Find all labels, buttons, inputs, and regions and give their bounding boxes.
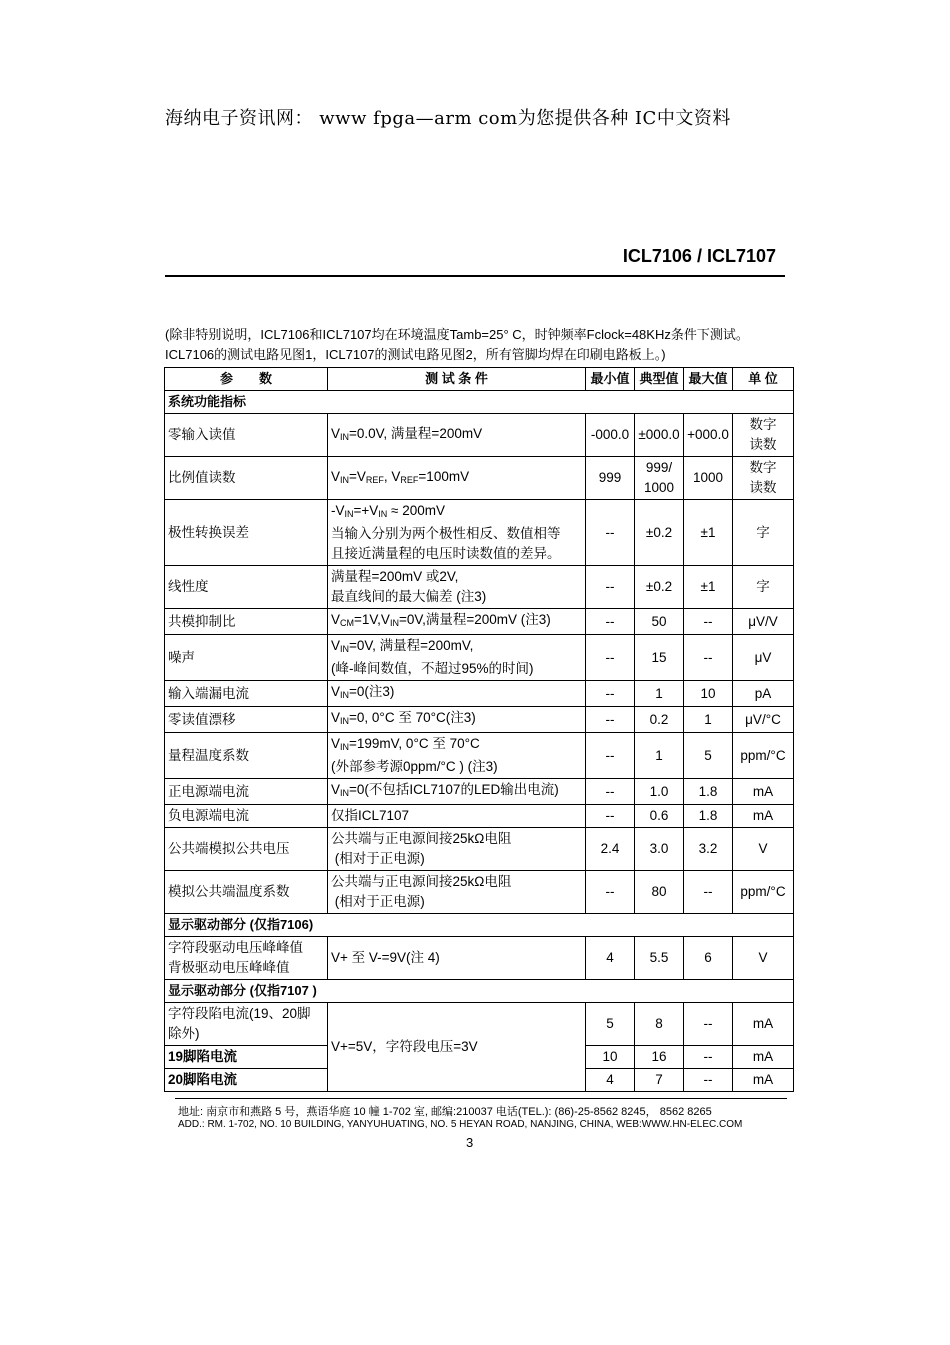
table-row xyxy=(165,707,794,733)
param-cell: 零读值漂移 xyxy=(165,707,328,733)
unit-cell: ppm/°C xyxy=(733,733,794,779)
unit-cell: 字 xyxy=(733,500,794,566)
table-row xyxy=(165,937,794,980)
param-cell: 字符段陷电流(19、20脚 除外) xyxy=(165,1003,328,1046)
min-cell: 4 xyxy=(586,937,635,980)
max-cell: 1 xyxy=(684,707,733,733)
param-cell: 输入端漏电流 xyxy=(165,681,328,707)
param-cell: 19脚陷电流 xyxy=(165,1046,328,1069)
min-cell: -- xyxy=(586,681,635,707)
condition-cell: $V_{CM}=1V,V_{IN}=0V$,满量程=200mV (注3) xyxy=(328,609,586,635)
condition-cell: $V_{IN}=0$(不包括ICL7107的LED输出电流) xyxy=(328,779,586,805)
condition-cell: $V_{IN}=0.0V$, 满量程=200mV xyxy=(328,414,586,457)
table-row xyxy=(165,635,794,681)
unit-cell: pA xyxy=(733,681,794,707)
table-row xyxy=(165,609,794,635)
condition-cell: $-V_{IN}=+V_{IN} \approx 200mV$ 当输入分别为两个极性相反、数值相等 且接近满量程的电压时读数值的差异。 xyxy=(328,500,586,566)
footer-address-en: ADD.: RM. 1-702, NO. 10 BUILDING, YANYUHUATING, NO. 5 HEYAN ROAD, NANJING, CHINA, WEB:WWW.HN-ELEC.COM xyxy=(178,1119,743,1130)
typ-cell: 0.2 xyxy=(635,707,684,733)
unit-cell: mA xyxy=(733,1046,794,1069)
min-cell: 10 xyxy=(586,1046,635,1069)
max-cell: 3.2 xyxy=(684,828,733,871)
min-cell: -- xyxy=(586,871,635,914)
section-title: 显示驱动部分 (仅指7107 ) xyxy=(165,980,794,1003)
section-title: 系统功能指标 xyxy=(165,391,794,414)
header-typ: 典型值 xyxy=(635,368,684,391)
typ-cell: 8 xyxy=(635,1003,684,1046)
max-cell: 1000 xyxy=(684,457,733,500)
header-condition: 测 试 条 件 xyxy=(328,368,586,391)
unit-cell: μV xyxy=(733,635,794,681)
param-cell: 极性转换误差 xyxy=(165,500,328,566)
max-cell: ±1 xyxy=(684,500,733,566)
min-cell: -- xyxy=(586,500,635,566)
unit-cell: mA xyxy=(733,1003,794,1046)
typ-cell: 0.6 xyxy=(635,805,684,828)
min-cell: -- xyxy=(586,805,635,828)
section-title: 显示驱动部分 (仅指7106) xyxy=(165,914,794,937)
max-cell: -- xyxy=(684,1046,733,1069)
typ-cell: 5.5 xyxy=(635,937,684,980)
typ-cell: 1 xyxy=(635,681,684,707)
unit-cell: mA xyxy=(733,1069,794,1092)
max-cell: -- xyxy=(684,1003,733,1046)
typ-cell: 999/ 1000 xyxy=(635,457,684,500)
unit-cell: mA xyxy=(733,779,794,805)
max-cell: -- xyxy=(684,1069,733,1092)
min-cell: 999 xyxy=(586,457,635,500)
max-cell: 1.8 xyxy=(684,805,733,828)
max-cell: 1.8 xyxy=(684,779,733,805)
max-cell: 6 xyxy=(684,937,733,980)
table-row xyxy=(165,681,794,707)
section-row xyxy=(165,391,794,414)
spec-table xyxy=(164,367,794,1092)
max-cell: -- xyxy=(684,871,733,914)
min-cell: -000.0 xyxy=(586,414,635,457)
min-cell: 4 xyxy=(586,1069,635,1092)
table-row xyxy=(165,1003,794,1046)
max-cell: +000.0 xyxy=(684,414,733,457)
document-title: ICL7106 / ICL7107 xyxy=(622,246,776,266)
typ-cell: 16 xyxy=(635,1046,684,1069)
min-cell: -- xyxy=(586,609,635,635)
typ-cell: ±0.2 xyxy=(635,500,684,566)
header-unit: 单 位 xyxy=(733,368,794,391)
section-row xyxy=(165,980,794,1003)
condition-cell: $V_{IN}=V_{REF}$, $V_{REF}=100mV$ xyxy=(328,457,586,500)
min-cell: -- xyxy=(586,566,635,609)
typ-cell: 15 xyxy=(635,635,684,681)
typ-cell: 50 xyxy=(635,609,684,635)
site-banner: 海纳电子资讯网： www fpga—arm com为您提供各种 IC中文资料 xyxy=(165,108,731,129)
table-row xyxy=(165,871,794,914)
typ-cell: 3.0 xyxy=(635,828,684,871)
param-cell: 量程温度系数 xyxy=(165,733,328,779)
table-row xyxy=(165,414,794,457)
min-cell: -- xyxy=(586,635,635,681)
max-cell: 5 xyxy=(684,733,733,779)
max-cell: 10 xyxy=(684,681,733,707)
max-cell: -- xyxy=(684,609,733,635)
typ-cell: 7 xyxy=(635,1069,684,1092)
header-param: 参 数 xyxy=(165,368,328,391)
max-cell: -- xyxy=(684,635,733,681)
table-row xyxy=(165,733,794,779)
param-cell: 共模抑制比 xyxy=(165,609,328,635)
min-cell: 2.4 xyxy=(586,828,635,871)
condition-cell: 仅指ICL7107 xyxy=(328,805,586,828)
table-row xyxy=(165,828,794,871)
unit-cell: ppm/°C xyxy=(733,871,794,914)
condition-cell: V+=5V，字符段电压=3V xyxy=(328,1003,586,1092)
table-row xyxy=(165,566,794,609)
max-cell: ±1 xyxy=(684,566,733,609)
footer-divider xyxy=(175,1098,787,1099)
condition-cell: V+ 至 V-=9V(注 4) xyxy=(328,937,586,980)
header-max: 最大值 xyxy=(684,368,733,391)
unit-cell: μV/V xyxy=(733,609,794,635)
typ-cell: 80 xyxy=(635,871,684,914)
condition-cell: $V_{IN}=0V$, 满量程=200mV, (峰-峰间数值，不超过95%的时间) xyxy=(328,635,586,681)
condition-cell: 公共端与正电源间接25kΩ电阻 (相对于正电源) xyxy=(328,828,586,871)
unit-cell: 字 xyxy=(733,566,794,609)
typ-cell: 1 xyxy=(635,733,684,779)
param-cell: 20脚陷电流 xyxy=(165,1069,328,1092)
table-row xyxy=(165,805,794,828)
footer-address-cn: 地址: 南京市和燕路 5 号，燕语华庭 10 幢 1-702 室, 邮编:210037 电话(TEL.): (86)-25-8562 8245， 8562 8265 xyxy=(178,1106,712,1118)
header-min: 最小值 xyxy=(586,368,635,391)
param-cell: 噪声 xyxy=(165,635,328,681)
table-row xyxy=(165,457,794,500)
unit-cell: 数字 读数 xyxy=(733,414,794,457)
condition-cell: $V_{IN}=0$, 0°C 至 70°C(注3) xyxy=(328,707,586,733)
unit-cell: V xyxy=(733,937,794,980)
unit-cell: 数字 读数 xyxy=(733,457,794,500)
typ-cell: ±0.2 xyxy=(635,566,684,609)
unit-cell: V xyxy=(733,828,794,871)
param-cell: 比例值读数 xyxy=(165,457,328,500)
unit-cell: μV/°C xyxy=(733,707,794,733)
min-cell: 5 xyxy=(586,1003,635,1046)
param-cell: 线性度 xyxy=(165,566,328,609)
section-row xyxy=(165,914,794,937)
min-cell: -- xyxy=(586,707,635,733)
condition-cell: $V_{IN}=0$(注3) xyxy=(328,681,586,707)
unit-cell: mA xyxy=(733,805,794,828)
typ-cell: 1.0 xyxy=(635,779,684,805)
min-cell: -- xyxy=(586,733,635,779)
title-divider xyxy=(165,275,785,277)
table-header-row xyxy=(165,368,794,391)
page-number: 3 xyxy=(466,1135,474,1150)
param-cell: 字符段驱动电压峰峰值 背极驱动电压峰峰值 xyxy=(165,937,328,980)
param-cell: 零输入读值 xyxy=(165,414,328,457)
condition-cell: 公共端与正电源间接25kΩ电阻 (相对于正电源) xyxy=(328,871,586,914)
table-body xyxy=(165,391,794,1092)
condition-cell: $V_{IN}=199mV$, 0°C 至 70°C (外部参考源0ppm/°C ) (注3) xyxy=(328,733,586,779)
typ-cell: ±000.0 xyxy=(635,414,684,457)
param-cell: 公共端模拟公共电压 xyxy=(165,828,328,871)
table-row xyxy=(165,500,794,566)
table-row xyxy=(165,779,794,805)
min-cell: -- xyxy=(586,779,635,805)
conditions-note: (除非特别说明，ICL7106和ICL7107均在环境温度Tamb=25° C，时钟频率Fclock=48KHz条件下测试。ICL7106的测试电路见图1，ICL7107的测试电路见图2，所有管脚均焊在印刷电路板上。) xyxy=(165,327,749,362)
condition-cell: 满量程=200mV 或2V, 最直线间的最大偏差 (注3) xyxy=(328,566,586,609)
param-cell: 模拟公共端温度系数 xyxy=(165,871,328,914)
param-cell: 负电源端电流 xyxy=(165,805,328,828)
param-cell: 正电源端电流 xyxy=(165,779,328,805)
